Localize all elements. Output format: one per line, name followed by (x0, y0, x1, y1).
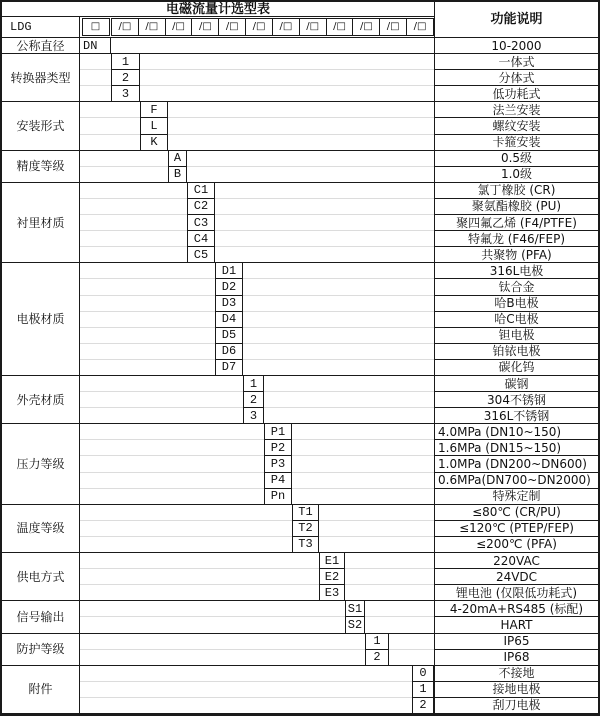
option-code: 1 (365, 634, 389, 650)
grid-spacer (80, 521, 292, 537)
model-slot-box: /□ (245, 18, 273, 36)
grid-spacer (168, 102, 434, 118)
option-code: 2 (111, 70, 140, 86)
option-description: 10-2000 (434, 38, 598, 54)
grid-spacer (80, 440, 264, 456)
grid-spacer (80, 473, 264, 489)
option-code: T3 (292, 537, 319, 553)
section-label: 转换器类型 (2, 54, 80, 102)
model-slot-box: /□ (352, 18, 380, 36)
grid-spacer (389, 650, 434, 666)
grid-spacer (80, 698, 412, 714)
option-code: D3 (215, 296, 243, 312)
option-code: S1 (345, 601, 365, 617)
section-label: 公称直径 (2, 38, 80, 54)
option-description: 一体式 (434, 54, 598, 70)
grid-spacer (80, 682, 412, 698)
grid-spacer (292, 473, 434, 489)
grid-spacer (243, 360, 434, 376)
option-code: P1 (264, 424, 292, 440)
table-title: 电磁流量计选型表 (2, 2, 434, 17)
grid-spacer (80, 537, 292, 553)
grid-spacer (80, 650, 365, 666)
model-slot-box: /□ (406, 18, 434, 36)
option-description: 220VAC (434, 553, 598, 569)
option-code: C1 (187, 183, 215, 199)
grid-spacer (80, 553, 319, 569)
option-code: D7 (215, 360, 243, 376)
model-digit-cell (80, 17, 111, 38)
grid-spacer (80, 344, 215, 360)
option-description: 0.6MPa(DN700~DN2000) (434, 473, 598, 489)
grid-spacer (80, 279, 215, 295)
grid-spacer (80, 183, 187, 199)
grid-spacer (80, 231, 187, 247)
grid-spacer (80, 215, 187, 231)
grid-spacer (319, 521, 434, 537)
option-description: 卡箍安装 (434, 135, 598, 151)
grid-spacer (80, 634, 365, 650)
option-description: 0.5级 (434, 151, 598, 167)
grid-spacer (80, 167, 168, 183)
option-code: D5 (215, 328, 243, 344)
option-code: T2 (292, 521, 319, 537)
option-description: 聚四氟乙烯 (F4/PTFE) (434, 215, 598, 231)
grid-spacer (140, 70, 434, 86)
model-slot-box: /□ (191, 18, 219, 36)
section-label: 外壳材质 (2, 376, 80, 424)
grid-spacer (80, 86, 111, 102)
section-label: 衬里材质 (2, 183, 80, 263)
grid-spacer (80, 199, 187, 215)
grid-spacer (80, 328, 215, 344)
option-description: 特殊定制 (434, 489, 598, 505)
grid-spacer (80, 102, 140, 118)
model-slot-box: /□ (111, 18, 139, 36)
option-description: 铂铱电极 (434, 344, 598, 360)
option-description: ≤200℃ (PFA) (434, 537, 598, 553)
option-code: D1 (215, 263, 243, 279)
model-slot-box: /□ (326, 18, 354, 36)
grid-spacer (80, 585, 319, 601)
grid-spacer (345, 569, 434, 585)
grid-spacer (243, 296, 434, 312)
grid-spacer (292, 456, 434, 472)
option-code: 0 (412, 666, 434, 682)
option-description: 共聚物 (PFA) (434, 247, 598, 263)
grid-spacer (80, 118, 140, 134)
grid-spacer (80, 489, 264, 505)
grid-spacer (80, 263, 215, 279)
option-code: F (140, 102, 168, 118)
model-slot-box: /□ (218, 18, 246, 36)
option-code: K (140, 135, 168, 151)
section-label: 压力等级 (2, 424, 80, 504)
option-description: 低功耗式 (434, 86, 598, 102)
grid-spacer (80, 601, 345, 617)
grid-spacer (80, 617, 345, 633)
grid-spacer (264, 408, 434, 424)
option-code: Pn (264, 489, 292, 505)
option-code: P3 (264, 456, 292, 472)
grid-spacer (80, 569, 319, 585)
grid-spacer (168, 118, 434, 134)
grid-spacer (292, 424, 434, 440)
option-description: 法兰安装 (434, 102, 598, 118)
function-column-header: 功能说明 (434, 2, 598, 38)
model-slot-box: /□ (272, 18, 300, 36)
grid-spacer (80, 312, 215, 328)
option-description: 螺纹安装 (434, 118, 598, 134)
grid-spacer (243, 328, 434, 344)
option-code: 2 (365, 650, 389, 666)
option-code: E2 (319, 569, 345, 585)
option-code: 1 (111, 54, 140, 70)
option-code: 1 (243, 376, 264, 392)
option-description: ≤80℃ (CR/PU) (434, 505, 598, 521)
option-description: 不接地 (434, 666, 598, 682)
grid-spacer (80, 408, 243, 424)
option-code: P2 (264, 440, 292, 456)
grid-spacer (80, 54, 111, 70)
grid-spacer (140, 86, 434, 102)
option-code: 3 (243, 408, 264, 424)
option-code: D4 (215, 312, 243, 328)
grid-spacer (80, 151, 168, 167)
grid-spacer (80, 505, 292, 521)
option-description: 316L电极 (434, 263, 598, 279)
grid-spacer (215, 183, 434, 199)
option-description: 特氟龙 (F46/FEP) (434, 231, 598, 247)
grid-spacer (215, 215, 434, 231)
section-label: 精度等级 (2, 151, 80, 183)
section-label: 信号输出 (2, 601, 80, 633)
option-code: C4 (187, 231, 215, 247)
option-description: 聚氨酯橡胶 (PU) (434, 199, 598, 215)
option-code: 2 (412, 698, 434, 714)
section-label: 安装形式 (2, 102, 80, 150)
option-code: S2 (345, 617, 365, 633)
model-digit-box: □ (82, 18, 110, 36)
option-description: 刮刀电极 (434, 698, 598, 714)
grid-spacer (215, 231, 434, 247)
option-code: D2 (215, 279, 243, 295)
option-description: 哈B电极 (434, 296, 598, 312)
grid-spacer (80, 376, 243, 392)
model-slot-box: /□ (299, 18, 327, 36)
option-code: L (140, 118, 168, 134)
grid-spacer (365, 601, 434, 617)
option-code: 3 (111, 86, 140, 102)
option-description: ≤120℃ (PTEP/FEP) (434, 521, 598, 537)
option-description: IP65 (434, 634, 598, 650)
option-code: DN (80, 38, 111, 54)
grid-spacer (243, 344, 434, 360)
option-description: 1.6MPa (DN15~150) (434, 440, 598, 456)
model-prefix: LDG (2, 17, 80, 38)
option-code: C3 (187, 215, 215, 231)
option-code: E3 (319, 585, 345, 601)
option-description: 碳化钨 (434, 360, 598, 376)
model-slot-box: /□ (379, 18, 407, 36)
option-description: 钽电极 (434, 328, 598, 344)
option-description: 1.0级 (434, 167, 598, 183)
grid-spacer (215, 199, 434, 215)
section-label: 防护等级 (2, 634, 80, 666)
option-description: 4-20mA+RS485 (标配) (434, 601, 598, 617)
option-description: 4.0MPa (DN10~150) (434, 424, 598, 440)
model-slot-row (111, 17, 434, 38)
option-code: D6 (215, 344, 243, 360)
grid-spacer (187, 167, 434, 183)
grid-spacer (80, 456, 264, 472)
option-code: T1 (292, 505, 319, 521)
section-label: 温度等级 (2, 505, 80, 553)
grid-spacer (243, 279, 434, 295)
option-description: 316L不锈钢 (434, 408, 598, 424)
grid-spacer (80, 392, 243, 408)
grid-spacer (187, 151, 434, 167)
grid-spacer (111, 38, 434, 54)
option-code: 1 (412, 682, 434, 698)
option-description: 分体式 (434, 70, 598, 86)
grid-spacer (243, 263, 434, 279)
option-code: P4 (264, 473, 292, 489)
option-code: C2 (187, 199, 215, 215)
grid-spacer (264, 392, 434, 408)
option-description: 碳钢 (434, 376, 598, 392)
model-slot-box: /□ (138, 18, 166, 36)
grid-spacer (319, 505, 434, 521)
option-code: B (168, 167, 187, 183)
grid-spacer (80, 296, 215, 312)
grid-spacer (264, 376, 434, 392)
grid-spacer (389, 634, 434, 650)
grid-spacer (319, 537, 434, 553)
option-description: 接地电极 (434, 682, 598, 698)
grid-spacer (80, 360, 215, 376)
grid-spacer (365, 617, 434, 633)
model-slot-box: /□ (165, 18, 193, 36)
option-description: 氯丁橡胶 (CR) (434, 183, 598, 199)
grid-spacer (168, 135, 434, 151)
option-code: A (168, 151, 187, 167)
option-description: 1.0MPa (DN200~DN600) (434, 456, 598, 472)
option-description: 哈C电极 (434, 312, 598, 328)
grid-spacer (80, 135, 140, 151)
grid-spacer (345, 553, 434, 569)
grid-spacer (80, 666, 412, 682)
section-label: 电极材质 (2, 263, 80, 376)
section-label: 附件 (2, 666, 80, 714)
grid-spacer (345, 585, 434, 601)
grid-spacer (215, 247, 434, 263)
grid-spacer (80, 70, 111, 86)
option-description: 304不锈钢 (434, 392, 598, 408)
option-description: 锂电池 (仅限低功耗式) (434, 585, 598, 601)
grid-spacer (243, 312, 434, 328)
grid-spacer (80, 247, 187, 263)
option-description: IP68 (434, 650, 598, 666)
option-code: 2 (243, 392, 264, 408)
option-code: C5 (187, 247, 215, 263)
grid-spacer (292, 489, 434, 505)
section-label: 供电方式 (2, 553, 80, 601)
option-description: HART (434, 617, 598, 633)
grid-spacer (292, 440, 434, 456)
option-description: 钛合金 (434, 279, 598, 295)
grid-spacer (80, 424, 264, 440)
option-code: E1 (319, 553, 345, 569)
grid-spacer (140, 54, 434, 70)
option-description: 24VDC (434, 569, 598, 585)
